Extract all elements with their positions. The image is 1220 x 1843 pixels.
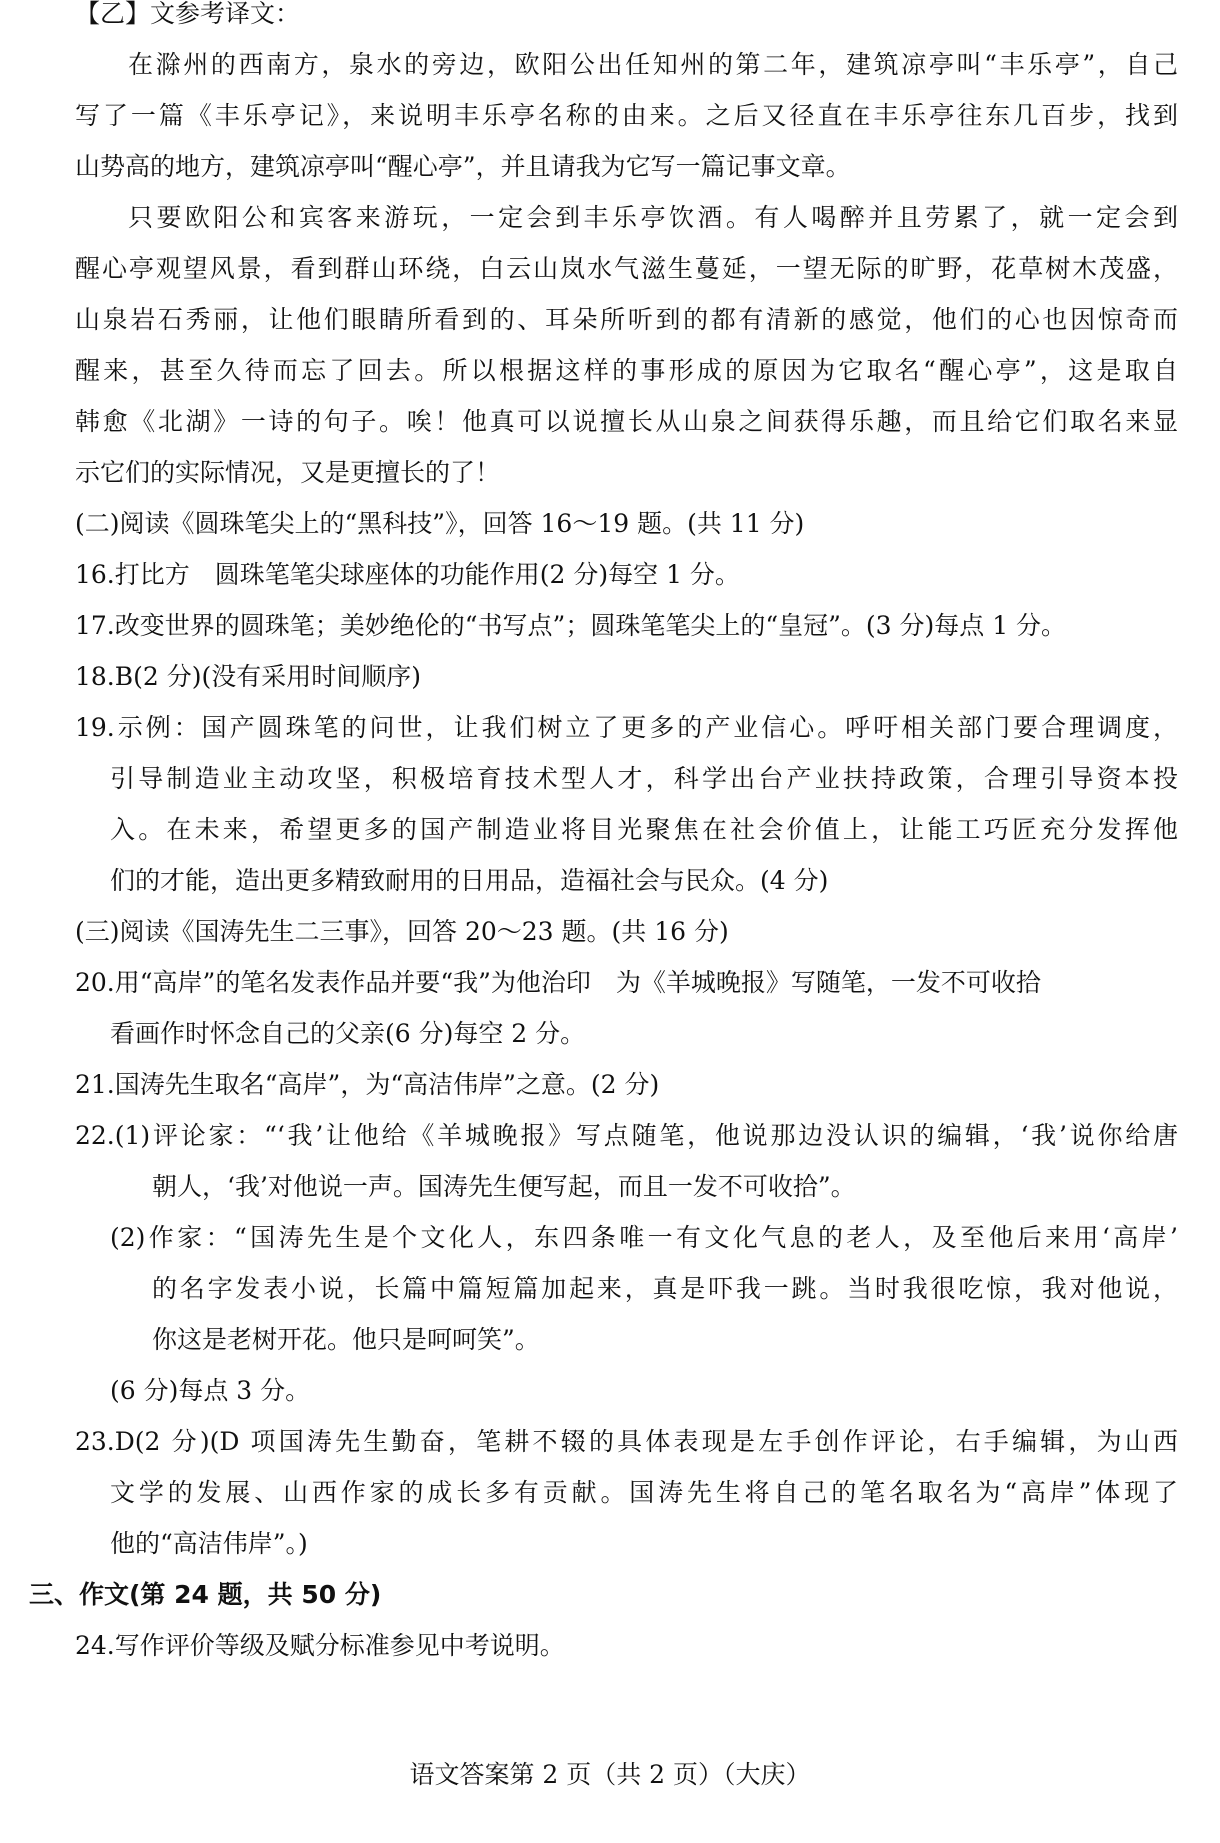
section-heading: 三、作文(第 24 题，共 50 分) <box>29 1580 382 1609</box>
text-line: 韩愈《北湖》一诗的句子。唉！他真可以说擅长从山泉之间获得乐趣，而且给它们取名来显 <box>75 407 1178 436</box>
text-line: 【乙】文参考译文： <box>75 0 301 28</box>
text-line: 朝人，‘我’对他说一声。国涛先生便写起，而且一发不可收拾”。 <box>152 1172 856 1201</box>
text-line: 写了一篇《丰乐亭记》，来说明丰乐亭名称的由来。之后又径直在丰乐亭往东几百步，找到 <box>75 101 1178 130</box>
text-line: 在滁州的西南方，泉水的旁边，欧阳公出任知州的第二年，建筑凉亭叫“丰乐亭”，自己 <box>128 50 1178 79</box>
text-line: 醒来，甚至久待而忘了回去。所以根据这样的事形成的原因为它取名“醒心亭”，这是取自 <box>75 356 1178 385</box>
text-line: 18.B(2 分)(没有采用时间顺序) <box>75 662 421 691</box>
text-line: 19.示例：国产圆珠笔的问世，让我们树立了更多的产业信心。呼吁相关部门要合理调度， <box>75 713 1178 742</box>
text-line: 看画作时怀念自己的父亲(6 分)每空 2 分。 <box>110 1019 586 1048</box>
text-line: 20.用“高岸”的笔名发表作品并要“我”为他治印 为《羊城晚报》写随笔，一发不可收拾 <box>75 968 1041 997</box>
text-line: 们的才能，造出更多精致耐用的日用品，造福社会与民众。(4 分) <box>110 866 829 895</box>
page-footer: 语文答案第 2 页（共 2 页）（大庆） <box>409 1760 811 1789</box>
text-line: 入。在未来，希望更多的国产制造业将目光聚焦在社会价值上，让能工巧匠充分发挥他 <box>110 815 1178 844</box>
text-line: 17.改变世界的圆珠笔；美妙绝伦的“书写点”；圆珠笔笔尖上的“皇冠”。(3 分)每点 1 分。 <box>75 611 1067 640</box>
text-line: 示它们的实际情况，又是更擅长的了！ <box>75 458 501 487</box>
text-line: 21.国涛先生取名“高岸”，为“高洁伟岸”之意。(2 分) <box>75 1070 660 1099</box>
text-line: 你这是老树开花。他只是呵呵笑”。 <box>152 1325 540 1354</box>
text-line: 山泉岩石秀丽，让他们眼睛所看到的、耳朵所听到的都有清新的感觉，他们的心也因惊奇而 <box>75 305 1178 334</box>
text-line: 醒心亭观望风景，看到群山环绕，白云山岚水气滋生蔓延，一望无际的旷野，花草树木茂盛， <box>75 254 1178 283</box>
text-line: 文学的发展、山西作家的成长多有贡献。国涛先生将自己的笔名取名为“高岸”体现了 <box>110 1478 1178 1507</box>
text-line: 16.打比方 圆珠笔笔尖球座体的功能作用(2 分)每空 1 分。 <box>75 560 740 589</box>
text-line: (6 分)每点 3 分。 <box>110 1376 311 1405</box>
text-line: 山势高的地方，建筑凉亭叫“醒心亭”，并且请我为它写一篇记事文章。 <box>75 152 851 181</box>
text-line: 只要欧阳公和宾客来游玩，一定会到丰乐亭饮酒。有人喝醉并且劳累了，就一定会到 <box>128 203 1178 232</box>
text-line: 24.写作评价等级及赋分标准参见中考说明。 <box>75 1631 565 1660</box>
text-line: 引导制造业主动攻坚，积极培育技术型人才，科学出台产业扶持政策，合理引导资本投 <box>110 764 1178 793</box>
text-line: 他的“高洁伟岸”。) <box>110 1529 308 1558</box>
text-line: (2)作家：“国涛先生是个文化人，东四条唯一有文化气息的老人，及至他后来用‘高岸’ <box>110 1223 1178 1252</box>
text-line: (二)阅读《圆珠笔尖上的“黑科技”》，回答 16～19 题。(共 11 分) <box>75 509 805 538</box>
text-line: 的名字发表小说，长篇中篇短篇加起来，真是吓我一跳。当时我很吃惊，我对他说， <box>152 1274 1178 1303</box>
text-line: 22.(1)评论家：“‘我’让他给《羊城晚报》写点随笔，他说那边没认识的编辑，‘我’说你给唐 <box>75 1121 1178 1150</box>
text-line: (三)阅读《国涛先生二三事》，回答 20～23 题。(共 16 分) <box>75 917 729 946</box>
text-line: 23.D(2 分)(D 项国涛先生勤奋，笔耕不辍的具体表现是左手创作评论，右手编辑，为山西 <box>75 1427 1178 1456</box>
